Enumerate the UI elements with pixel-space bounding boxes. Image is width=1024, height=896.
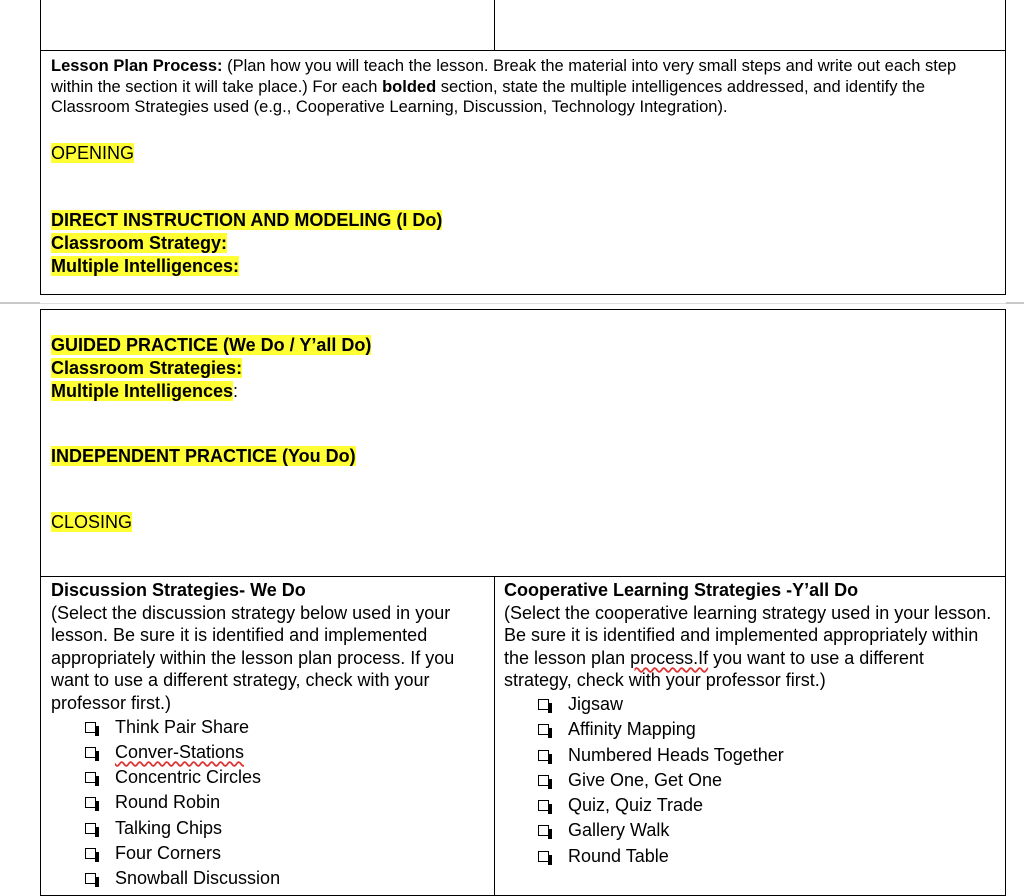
list-item[interactable]: Talking Chips [85,816,484,841]
cooperative-learning-heading: Cooperative Learning Strategies -Y’all Do [504,580,859,600]
page-break-line [40,303,1006,304]
lesson-plan-intro: Lesson Plan Process: (Plan how you will teach the lesson. Break the material into very small steps and write out each step within the section it will take place.) For each bolded section, state the multiple intelligences addressed, and identify the Classroom Strategies used (e.g., Cooperative Learning, Discussion, Technology Integration). [51,57,957,116]
cooperative-learning-description: (Select the cooperative learning strategy used in your lesson. Be sure it is identified and implemented appropriately within the lesson plan process.If you want to use a different strategy, check with your professor first.) [504,602,992,691]
checkbox-icon[interactable] [538,775,549,786]
closing-heading: CLOSING [51,512,133,532]
classroom-strategy-label: Classroom Strategy: [51,232,228,253]
cooperative-learning-cell [494,576,1006,896]
discussion-strategies-cell [40,576,495,896]
list-item[interactable]: Jigsaw [538,692,995,717]
list-item[interactable]: Snowball Discussion [85,866,484,891]
checkbox-icon[interactable] [85,823,96,834]
checkbox-icon[interactable] [85,747,96,758]
guided-practice-heading: GUIDED PRACTICE (We Do / Y’all Do) [51,335,372,355]
lesson-plan-heading: Lesson Plan Process: [51,57,223,75]
list-item[interactable]: Conver-Stations [85,740,484,765]
list-item[interactable]: Round Robin [85,790,484,815]
list-item[interactable]: Four Corners [85,841,484,866]
opening-heading: OPENING [51,142,135,163]
cooperative-learning-list [504,692,995,869]
list-item[interactable]: Concentric Circles [85,765,484,790]
list-item[interactable]: Gallery Walk [538,818,995,843]
list-item[interactable]: Quiz, Quiz Trade [538,793,995,818]
discussion-strategies-list [51,715,484,892]
lesson-plan-process-cell [40,50,1006,295]
top-left-cell [40,0,495,51]
checkbox-icon[interactable] [538,800,549,811]
multiple-intelligences-label: Multiple Intelligences: [51,255,240,276]
checkbox-icon[interactable] [85,797,96,808]
multiple-intelligences-label-2: Multiple Intelligences [51,381,234,401]
list-item[interactable]: Affinity Mapping [538,717,995,742]
direct-instruction-heading: DIRECT INSTRUCTION AND MODELING (I Do) [51,209,443,230]
page-break-marker-left [0,302,40,304]
list-item[interactable]: Round Table [538,844,995,869]
practice-cell: GUIDED PRACTICE (We Do / Y’all Do) Classroom Strategies: Multiple Intelligences: INDEPENDENT PRACTICE (You Do) CLOSING [40,309,1006,577]
page-break-marker-right [1006,302,1024,304]
checkbox-icon[interactable] [538,851,549,862]
list-item[interactable]: Give One, Get One [538,768,995,793]
discussion-strategies-description: (Select the discussion strategy below used in your lesson. Be sure it is identified and implemented appropriately within the lesson plan process. If you want to use a different strategy, check with your professor first.) [51,602,455,713]
checkbox-icon[interactable] [538,825,549,836]
checkbox-icon[interactable] [538,724,549,735]
checkbox-icon[interactable] [538,750,549,761]
independent-practice-heading: INDEPENDENT PRACTICE (You Do) [51,446,356,466]
checkbox-icon[interactable] [85,722,96,733]
list-item[interactable]: Numbered Heads Together [538,743,995,768]
discussion-strategies-heading: Discussion Strategies- We Do [51,580,306,600]
list-item[interactable]: Think Pair Share [85,715,484,740]
checkbox-icon[interactable] [85,772,96,783]
top-right-cell [494,0,1006,51]
classroom-strategies-label: Classroom Strategies: [51,358,243,378]
checkbox-icon[interactable] [85,848,96,859]
checkbox-icon[interactable] [538,699,549,710]
